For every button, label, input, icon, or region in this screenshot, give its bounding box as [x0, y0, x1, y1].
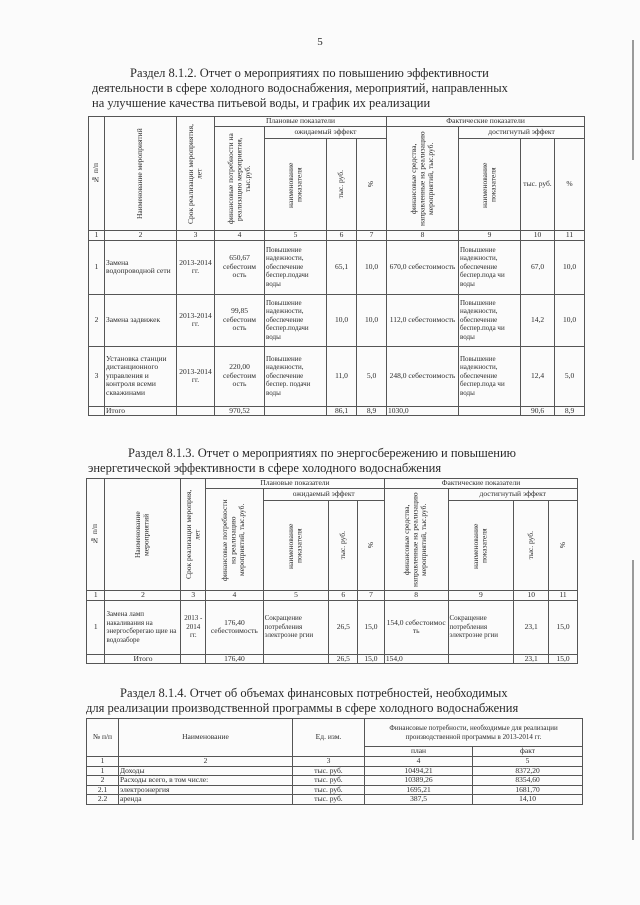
- page-number: 5: [317, 36, 323, 48]
- header-num: № п/п: [87, 719, 119, 757]
- cell-unit: тыс. руб.: [293, 776, 365, 786]
- header-fin-needs: Финансовые потребности, необходимые для реализации производственной программы в 2013-2014 гг.: [365, 719, 583, 747]
- col-number: 11: [555, 231, 585, 241]
- cell-unit: тыс. руб.: [293, 795, 365, 805]
- total-fin: 176,40: [206, 654, 264, 664]
- header-thousand-rub: тыс. руб.: [327, 139, 357, 231]
- header-indicator-2: наименование показателя: [459, 139, 521, 231]
- section-heading-8-1-4: [86, 686, 586, 716]
- total-row: [89, 406, 585, 416]
- cell-thousand-rub-2: 23,1: [514, 600, 549, 654]
- cell-term: 2013-2014 гг.: [177, 240, 215, 294]
- total-percent-2: 15,0: [549, 654, 578, 664]
- header-num: № п/п: [89, 117, 105, 231]
- table-row: [87, 795, 583, 805]
- cell-percent: 15,0: [358, 600, 385, 654]
- total-thousand-rub-2: 23,1: [514, 654, 549, 664]
- cell-num: 1: [87, 766, 119, 776]
- col-number: 8: [384, 591, 448, 601]
- table-8-1-3: [86, 478, 578, 664]
- heading-line: на улучшение качества питьевой воды, и график их реализации: [92, 96, 431, 110]
- cell-name: Замена водопроводной сети: [105, 240, 177, 294]
- header-expected: ожидаемый эффект: [263, 489, 384, 501]
- table-row: [87, 785, 583, 795]
- total-row: [87, 654, 578, 664]
- col-number: 11: [549, 591, 578, 601]
- col-number: 4: [206, 591, 264, 601]
- col-number: 7: [357, 231, 387, 241]
- cell-thousand-rub: 65,1: [327, 240, 357, 294]
- header-percent: %: [357, 139, 387, 231]
- cell-indicator: Повышение надежности, обеспечение беспер.подачи воды: [265, 240, 327, 294]
- heading-line: деятельности в сфере холодного водоснабжения, мероприятий, направленных: [92, 81, 508, 95]
- cell-num: 2: [87, 776, 119, 786]
- total-percent: 15,0: [358, 654, 385, 664]
- section-heading-8-1-2: [92, 66, 582, 111]
- heading-line: Раздел 8.1.4. Отчет об объемах финансовых потребностей, необходимых: [120, 686, 508, 700]
- header-name: Наименование мероприятий: [105, 117, 177, 231]
- header-fin-plan: финансовые потребности на реализацию мероприятия, тыс.руб.: [215, 127, 265, 231]
- cell-indicator-2: Сокращение потребления электроэне ргии: [448, 600, 514, 654]
- total-label: Итого: [105, 654, 181, 664]
- col-number: 1: [89, 231, 105, 241]
- col-number: 1: [87, 591, 105, 601]
- col-number: 10: [514, 591, 549, 601]
- col-number: 6: [329, 591, 358, 601]
- header-thousand-rub-2: тыс. руб.: [521, 139, 555, 231]
- header-percent-2: %: [555, 139, 585, 231]
- cell-indicator: Повышение надежности, обеспечение беспер. подачи воды: [265, 346, 327, 406]
- cell-fin: 650,67 себестоим ость: [215, 240, 265, 294]
- cell-name: Замена ламп накаливания на энергосберегаю щие на водозаборе: [105, 600, 181, 654]
- cell-num: 3: [89, 346, 105, 406]
- cell-percent-2: 5,0: [555, 346, 585, 406]
- cell-name: Установка станции дистанционного управления и контроля всеми скважинами: [105, 346, 177, 406]
- header-thousand-rub: тыс. руб.: [329, 501, 358, 591]
- col-number: 1: [87, 757, 119, 767]
- cell-thousand-rub: 26,5: [329, 600, 358, 654]
- cell-fact: 8372,20: [473, 766, 583, 776]
- header-indicator: наименование показателя: [265, 139, 327, 231]
- cell-term: 2013 - 2014 гг.: [181, 600, 206, 654]
- header-fin-plan: финансовые потребности на реализацию мероприятий, тыс.руб.: [206, 489, 264, 591]
- cell-thousand-rub: 10,0: [327, 294, 357, 346]
- total-fact: 1030,0: [387, 406, 459, 416]
- cell-unit: тыс. руб.: [293, 766, 365, 776]
- cell-unit: тыс. руб.: [293, 785, 365, 795]
- header-term: Срок реализации мероприятия, лет: [177, 117, 215, 231]
- header-percent-2: %: [549, 501, 578, 591]
- cell-percent-2: 10,0: [555, 294, 585, 346]
- cell-percent: 10,0: [357, 294, 387, 346]
- cell-plan: 10494,21: [365, 766, 473, 776]
- cell-thousand-rub-2: 67,0: [521, 240, 555, 294]
- header-expected: ожидаемый эффект: [265, 127, 387, 139]
- cell-thousand-rub: 11,0: [327, 346, 357, 406]
- col-number: 9: [459, 231, 521, 241]
- cell-percent-2: 15,0: [549, 600, 578, 654]
- table-row: [89, 240, 585, 294]
- cell-fin: 176,40 себестоимость: [206, 600, 264, 654]
- col-number: 6: [327, 231, 357, 241]
- col-number: 3: [293, 757, 365, 767]
- header-num: № п/п: [87, 479, 105, 591]
- header-indicator: наименование показателя: [263, 501, 329, 591]
- cell-percent: 10,0: [357, 240, 387, 294]
- cell-thousand-rub-2: 12,4: [521, 346, 555, 406]
- cell-plan: 387,5: [365, 795, 473, 805]
- cell-fact: 112,0 себестоимость: [387, 294, 459, 346]
- cell-thousand-rub-2: 14,2: [521, 294, 555, 346]
- cell-num: 1: [87, 600, 105, 654]
- header-fin-actual: финансовые средства, направленные на реализацию мероприятий, тыс.руб.: [387, 127, 459, 231]
- heading-line: Раздел 8.1.3. Отчет о мероприятиях по энергосбережению и повышению: [128, 446, 516, 460]
- cell-num: 2: [89, 294, 105, 346]
- total-percent: 8,9: [357, 406, 387, 416]
- cell-fact: 1681,70: [473, 785, 583, 795]
- cell-plan: 10389,26: [365, 776, 473, 786]
- cell-indicator: Повышение надежности, обеспечение беспер.подачи воды: [265, 294, 327, 346]
- col-number: 3: [177, 231, 215, 241]
- cell-num: 1: [89, 240, 105, 294]
- table-8-1-2: [88, 116, 585, 416]
- cell-indicator-2: Повышение надежности, обеспечение беспер.пода чи воды: [459, 240, 521, 294]
- table-row: [87, 600, 578, 654]
- table-row: [89, 346, 585, 406]
- total-fact: 154,0: [384, 654, 448, 664]
- header-actual: Фактические показатели: [387, 117, 585, 127]
- cell-fin: 220,00 себестоим ость: [215, 346, 265, 406]
- table-row: [87, 766, 583, 776]
- cell-num: 2.1: [87, 785, 119, 795]
- cell-name: Расходы всего, в том числе:: [119, 776, 293, 786]
- cell-fact: 154,0 себестоимос ть: [384, 600, 448, 654]
- cell-fact: 670,0 себестоимость: [387, 240, 459, 294]
- header-name: Наименование: [119, 719, 293, 757]
- total-fin: 970,52: [215, 406, 265, 416]
- col-number: 7: [358, 591, 385, 601]
- cell-fact: 14,10: [473, 795, 583, 805]
- total-thousand-rub: 26,5: [329, 654, 358, 664]
- cell-fin: 99,85 себестоим ость: [215, 294, 265, 346]
- col-number: 5: [263, 591, 329, 601]
- col-number: 10: [521, 231, 555, 241]
- header-fin-actual: финансовые средства, направленные на реализацию мероприятий, тыс.руб.: [384, 489, 448, 591]
- cell-fact: 8354,60: [473, 776, 583, 786]
- total-percent-2: 8,9: [555, 406, 585, 416]
- header-actual: Фактические показатели: [384, 479, 577, 489]
- header-plan: план: [365, 747, 473, 757]
- header-unit: Ед. изм.: [293, 719, 365, 757]
- header-percent: %: [358, 501, 385, 591]
- header-indicator-2: наименование показателя: [448, 501, 514, 591]
- col-number: 4: [215, 231, 265, 241]
- column-numbers-row: [89, 231, 585, 241]
- scan-edge-line: [632, 560, 634, 840]
- cell-term: 2013-2014 гг.: [177, 294, 215, 346]
- col-number: 5: [473, 757, 583, 767]
- cell-name: Замена задвижек: [105, 294, 177, 346]
- header-name: Наименование мероприятий: [105, 479, 181, 591]
- header-fact: факт: [473, 747, 583, 757]
- table-row: [87, 776, 583, 786]
- cell-term: 2013-2014 гг.: [177, 346, 215, 406]
- header-achieved: достигнутый эффект: [448, 489, 578, 501]
- table-8-1-4: [86, 718, 583, 805]
- cell-percent: 5,0: [357, 346, 387, 406]
- header-term: Срок реализации мероприя, лет: [181, 479, 206, 591]
- cell-name: Доходы: [119, 766, 293, 776]
- col-number: 2: [105, 591, 181, 601]
- col-number: 4: [365, 757, 473, 767]
- total-thousand-rub-2: 90,6: [521, 406, 555, 416]
- table-row: [89, 294, 585, 346]
- scan-edge-line: [632, 40, 634, 160]
- col-number: 2: [105, 231, 177, 241]
- header-planned: Плановые показатели: [206, 479, 385, 489]
- heading-line: для реализации производственной программы в сфере холодного водоснабжения: [86, 701, 519, 715]
- heading-line: Раздел 8.1.2. Отчет о мероприятиях по повышению эффективности: [130, 66, 489, 80]
- header-thousand-rub-2: тыс. руб.: [514, 501, 549, 591]
- col-number: 5: [265, 231, 327, 241]
- column-numbers-row: [87, 591, 578, 601]
- cell-plan: 1695,21: [365, 785, 473, 795]
- heading-line: энергетической эффективности в сфере холодного водоснабжения: [88, 461, 442, 475]
- col-number: 8: [387, 231, 459, 241]
- cell-indicator-2: Повышение надежности, обеспечение беспер.пода чи воды: [459, 346, 521, 406]
- total-thousand-rub: 86,1: [327, 406, 357, 416]
- cell-name: аренда: [119, 795, 293, 805]
- header-planned: Плановые показатели: [215, 117, 387, 127]
- section-heading-8-1-3: [88, 446, 578, 476]
- col-number: 2: [119, 757, 293, 767]
- col-number: 3: [181, 591, 206, 601]
- col-number: 9: [448, 591, 514, 601]
- total-label: Итого: [105, 406, 177, 416]
- cell-num: 2.2: [87, 795, 119, 805]
- cell-name: электроэнергия: [119, 785, 293, 795]
- header-achieved: достигнутый эффект: [459, 127, 585, 139]
- cell-indicator: Сокращение потребления электроэне ргии: [263, 600, 329, 654]
- cell-percent-2: 10,0: [555, 240, 585, 294]
- column-numbers-row: [87, 757, 583, 767]
- cell-fact: 248,0 себестоимость: [387, 346, 459, 406]
- cell-indicator-2: Повышение надежности, обеспечение беспер.пода чи воды: [459, 294, 521, 346]
